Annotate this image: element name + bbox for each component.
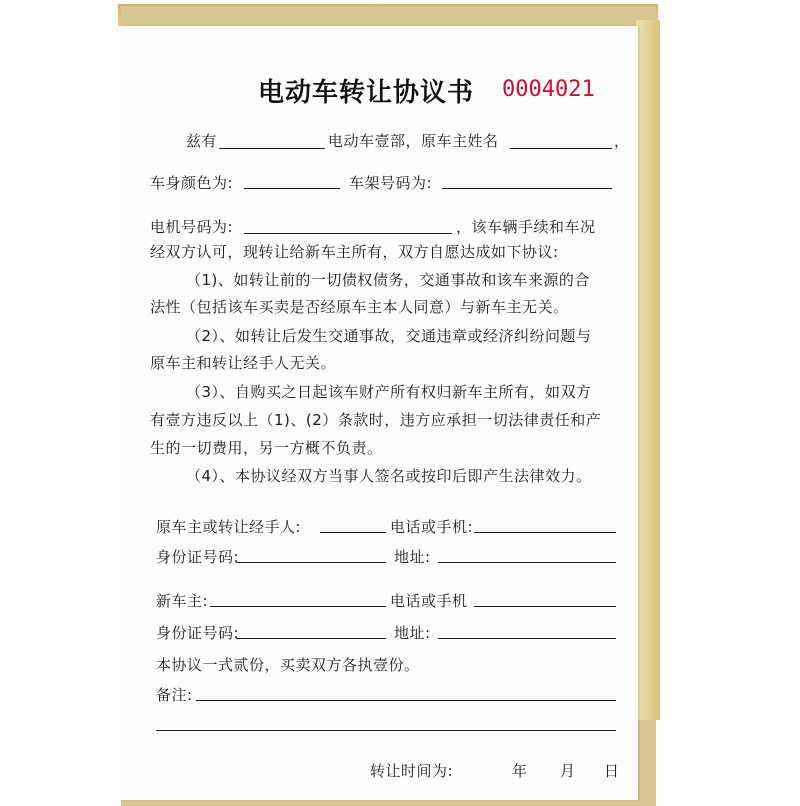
owner-name-blank[interactable] <box>510 148 612 149</box>
remarks-blank-1[interactable] <box>196 700 616 701</box>
color-blank[interactable] <box>244 188 340 189</box>
pad-page-edge <box>636 20 660 720</box>
seller-id-blank[interactable] <box>236 562 386 563</box>
quantity-blank[interactable] <box>219 148 325 149</box>
seller-id-label: 身份证号码: <box>156 548 240 566</box>
motor-number-blank[interactable] <box>244 233 452 234</box>
serial-number: 0004021 <box>502 77 595 102</box>
buyer-phone-blank[interactable] <box>474 606 616 607</box>
seller-name-label: 原车主或转让经手人: <box>156 518 302 536</box>
buyer-name-label: 新车主: <box>156 592 209 610</box>
buyer-phone-label: 电话或手机 <box>390 592 468 610</box>
date-month-label: 月 <box>560 762 576 780</box>
form-title: 电动车转让协议书 <box>258 78 475 108</box>
buyer-address-label: 地址: <box>394 624 431 642</box>
clause-2-line-1: （2）、如转让后发生交通事故，交通违章或经济纠纷问题与 <box>186 327 592 345</box>
remarks-blank-2[interactable] <box>156 730 616 731</box>
motor-number-label: 电机号码为: <box>150 218 234 236</box>
clause-3-line-2: 有壹方违反以上（1)、(2）条款时，违方应承担一切法律责任和产 <box>150 411 602 429</box>
seller-address-label: 地址: <box>394 548 431 566</box>
buyer-id-label: 身份证号码: <box>156 624 240 642</box>
agreement-intro: 经双方认可，现转让给新车主所有，双方自愿达成如下协议: <box>150 243 559 261</box>
row1-comma: ， <box>614 132 630 150</box>
buyer-id-blank[interactable] <box>236 638 386 639</box>
frame-number-label: 车架号码为: <box>349 174 433 192</box>
buyer-address-blank[interactable] <box>438 638 616 639</box>
owner-prefix-label: 兹有 <box>186 132 218 150</box>
seller-name-blank[interactable] <box>320 532 386 533</box>
date-year-label: 年 <box>512 762 528 780</box>
clause-1-line-2: 法性（包括该车买卖是否经原车主本人同意）与新车主无关。 <box>150 298 569 316</box>
buyer-name-blank[interactable] <box>210 606 386 607</box>
owner-name-label: 电动车壹部，原车主姓名 <box>328 132 499 150</box>
clause-2-line-2: 原车主和转让经手人无关。 <box>150 354 337 372</box>
seller-phone-blank[interactable] <box>474 532 616 533</box>
remarks-label: 备注: <box>156 686 193 704</box>
transfer-date-label: 转让时间为: <box>370 762 454 780</box>
clause-4-line-1: （4）、本协议经双方当事人签名或按印后即产生法律效力。 <box>186 467 592 485</box>
seller-phone-label: 电话或手机: <box>390 518 474 536</box>
date-day-label: 日 <box>604 762 620 780</box>
clause-1-line-1: （1)、如转让前的一切债权债务，交通事故和该车来源的合 <box>186 271 590 289</box>
clause-3-line-3: 生的一切费用，另一方概不负责。 <box>150 439 383 457</box>
copies-note: 本协议一式贰份，买卖双方各执壹份。 <box>156 656 420 674</box>
color-label: 车身颜色为: <box>150 174 234 192</box>
clause-3-line-1: （3）、自购买之日起该车财产所有权归新车主所有，如双方 <box>186 383 592 401</box>
frame-number-blank[interactable] <box>442 188 612 189</box>
seller-address-blank[interactable] <box>438 562 616 563</box>
motor-tail-text: ，该车辆手续和车况 <box>456 218 596 236</box>
